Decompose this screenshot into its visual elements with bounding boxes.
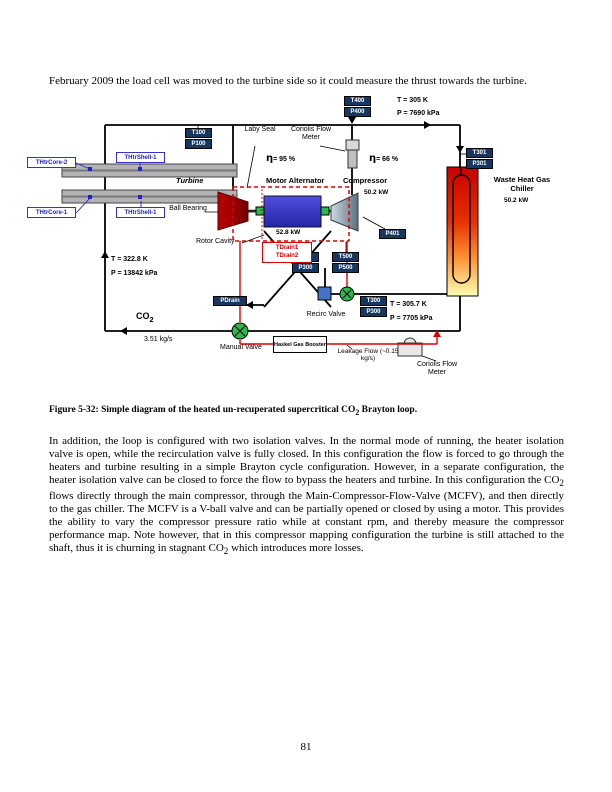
- eta-turbine-value: = 95 %: [273, 156, 296, 163]
- tag-thtrcore-2: THtrCore-2: [27, 157, 76, 168]
- coriolis-top-label: Coriolis Flow Meter: [290, 126, 332, 142]
- arrow-left-pdrain: [246, 301, 253, 309]
- rotor-cavity-label: Rotor Cavity: [196, 238, 235, 245]
- motor-alternator-label: Motor Alternator: [266, 176, 325, 185]
- sensor-p400: P400: [344, 107, 371, 117]
- sensor-t301: T301: [466, 148, 493, 158]
- co2-subscript: 2: [149, 314, 154, 324]
- motor-power: 52.8 kW: [276, 229, 301, 236]
- tag-thtrshell-1-top: THtrShell-1: [116, 152, 165, 163]
- ball-bearing-label: Ball Bearing: [169, 205, 207, 212]
- sensor-p301: P301: [466, 159, 493, 169]
- chiller-body: [447, 167, 478, 296]
- recirc-valve-label: Recirc Valve: [306, 311, 346, 318]
- temp-top: T = 305 K: [397, 97, 428, 104]
- figure-caption: [49, 405, 564, 418]
- caption-post: Brayton loop.: [359, 404, 418, 415]
- motor-shape: [264, 196, 321, 227]
- leakage-flow-label: Leakage Flow (~0.15 kg/s): [337, 348, 399, 363]
- co2-text: CO: [136, 311, 150, 321]
- tag-thtrcore-1: THtrCore-1: [27, 207, 76, 218]
- turbine-label: Turbine: [176, 176, 204, 185]
- manual-valve-icon: [232, 323, 248, 339]
- body-paragraph: [49, 435, 564, 558]
- sensor-pdrain: PDrain: [213, 296, 247, 306]
- chiller-power: 50.2 kW: [504, 197, 529, 204]
- mass-flow-label: 3.51 kg/s: [144, 336, 173, 343]
- eta-symbol-2: η: [369, 153, 377, 164]
- caption-pre: Figure 5-32: Simple diagram of the heated un-recuperated supercritical CO: [49, 404, 356, 415]
- tag-tdrain2: TDrain2: [275, 252, 299, 259]
- sensor-p300-mid: P300: [292, 263, 319, 273]
- arrow-up-left-line: [101, 251, 109, 258]
- press-top: P = 7690 kPa: [397, 110, 440, 117]
- body-s2: 2: [223, 546, 229, 557]
- tag-thtrshell-1-bot: THtrShell-1: [116, 207, 165, 218]
- press-bot: P = 7705 kPa: [390, 315, 433, 322]
- intro-text: February 2009 the load cell was moved to the turbine side so it could measure the thrust towards the turbine.: [49, 75, 527, 87]
- compressor-efficiency: [369, 148, 398, 166]
- temp-bot: T = 305.7 K: [390, 301, 427, 308]
- body-s1: 2: [559, 478, 564, 489]
- bearing-right: [321, 207, 329, 215]
- haskel-gas-booster: Haskel Gas Booster: [273, 336, 327, 353]
- body-p2: flows directly through the main compressor, through the Main-Compressor-Flow-Valve (MCFV), and then directly to the gas chiller. The MCFV is a V-ball valve and can be partially opened or closed by using a motor. This provides the ability to vary the compressor pressure ratio while at constant rpm, and thereby measure the compressor performance map. Note however, that in this compressor mapping configuration the turbine is still attached to the shaft, thus it is churning in stagnant CO: [49, 490, 564, 555]
- page-number: 81: [300, 741, 312, 753]
- coriolis-bottom-label: Coriolis Flow Meter: [416, 361, 458, 377]
- arrow-left-bottom-line: [120, 327, 127, 335]
- laby-seal-label: Laby Seal: [244, 126, 276, 133]
- body-p3: which introduces more losses.: [228, 542, 364, 555]
- sensor-p300-low: P300: [360, 307, 387, 317]
- chiller-assembly: [447, 167, 478, 296]
- sensor-t400: T400: [344, 96, 371, 106]
- eta-symbol: η: [266, 153, 274, 164]
- compressor-label: Compressor: [343, 176, 388, 185]
- heater-assembly: [62, 163, 237, 213]
- sensor-p401: P401: [379, 229, 406, 239]
- sensor-p100: P100: [185, 139, 212, 149]
- compressor-power: 50.2 kW: [364, 189, 389, 196]
- coriolis-meter-top-icon: [346, 140, 359, 168]
- sensor-t100: T100: [185, 128, 212, 138]
- arrow-right-top-line: [424, 121, 431, 129]
- temp-left: T = 322.8 K: [111, 256, 148, 263]
- tag-tdrain1: TDrain1: [275, 245, 299, 251]
- turbine-efficiency: [266, 148, 295, 166]
- arrow-down-right-line: [456, 146, 464, 153]
- recirc-actuator: [318, 287, 331, 300]
- tag-tdrain: [262, 242, 312, 263]
- manual-valve-label: Manual Valve: [220, 344, 262, 351]
- caption-sub: 2: [355, 407, 360, 417]
- co2-label: [136, 311, 154, 324]
- press-left: P = 13842 kPa: [111, 270, 158, 277]
- compressor-shape: [331, 193, 358, 231]
- sensor-t500: T500: [332, 252, 359, 262]
- eta-compressor-value: = 66 %: [376, 156, 399, 163]
- chiller-label: Waste Heat Gas Chiller: [493, 175, 551, 193]
- sensor-p500: P500: [332, 263, 359, 273]
- coriolis-meter-bottom-icon: [398, 338, 422, 356]
- sensor-t300-low: T300: [360, 296, 387, 306]
- arrow-down-into-riser: [348, 117, 356, 124]
- recirc-valve-icon: [340, 287, 354, 301]
- bearing-left: [256, 207, 264, 215]
- body-p1: In addition, the loop is configured with two isolation valves. In the normal mode of running, the heater isolation valve is open, while the recirculation valve is fully closed. In this configuration the flow is forced to go through the heaters and turbine resulting in a simple Brayton cycle configuration. However, in a separate configuration, the heater isolation valve can be closed to force the flow to bypass the heaters and turbine. In this configuration the CO: [49, 435, 564, 486]
